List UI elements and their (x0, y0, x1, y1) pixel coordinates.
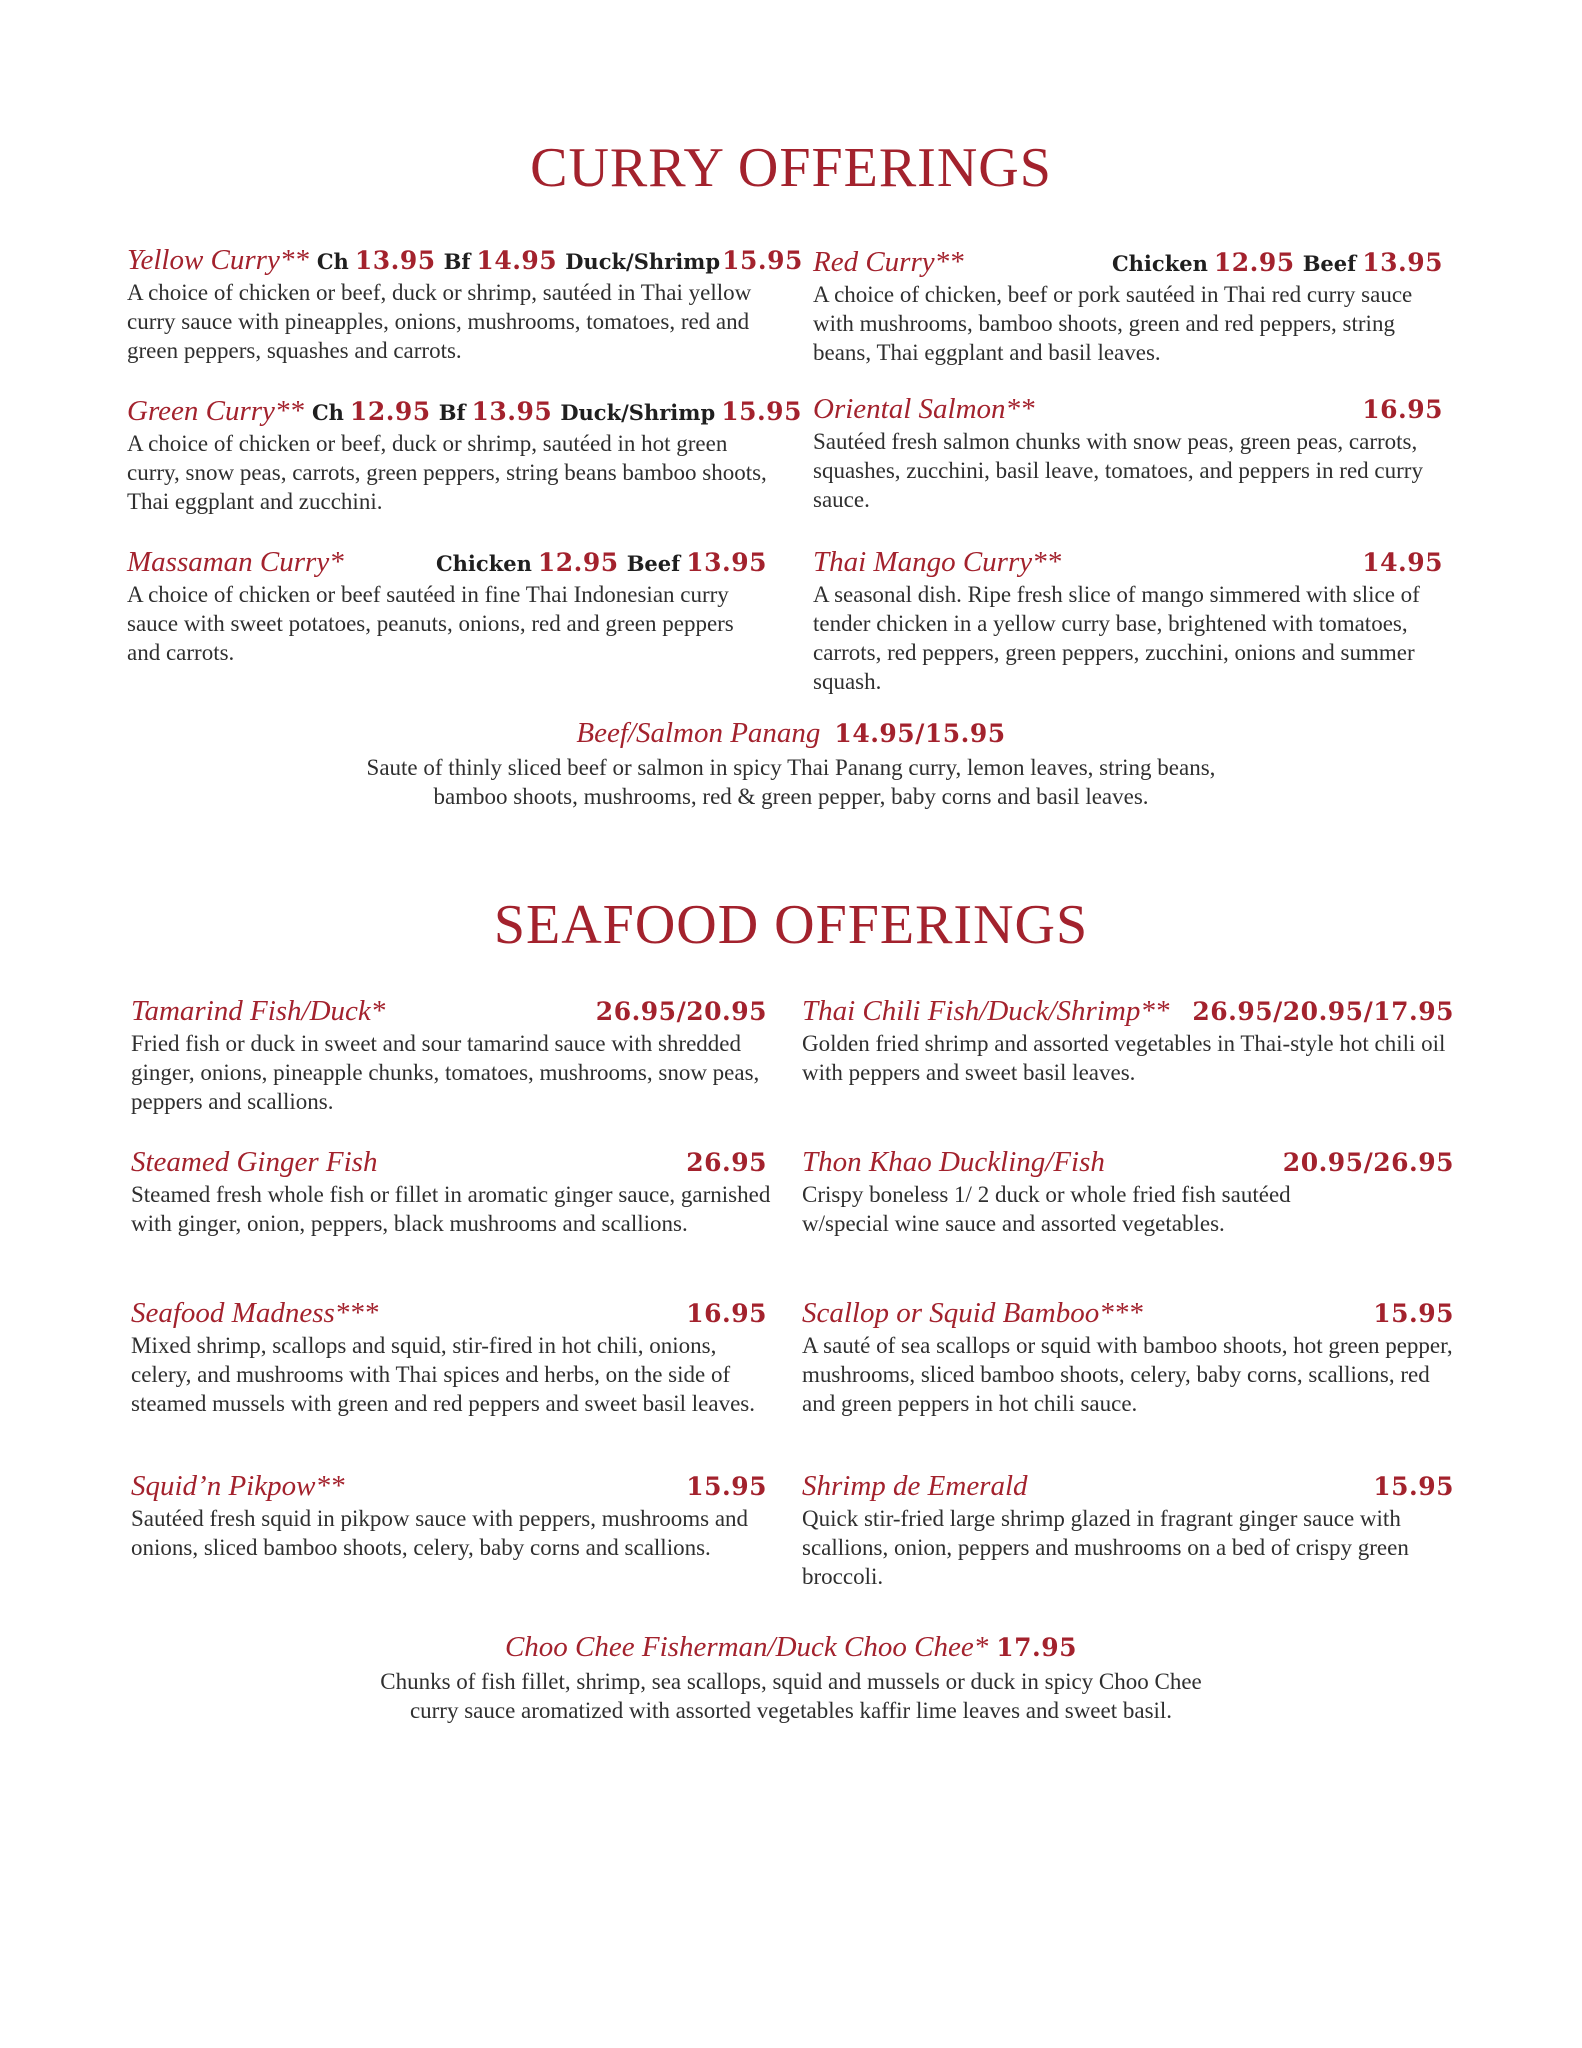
menu-item-seafood-madness (131, 1297, 781, 1418)
price: 13.95 (354, 246, 436, 275)
price: 13.95 (471, 397, 553, 426)
item-name: Yellow Curry** (127, 244, 309, 276)
price: 13.95 (686, 548, 767, 577)
item-description: Quick stir-fried large shrimp glazed in fragrant ginger sauce with scallions, onion, peppers and mushrooms on a bed of crispy green broccoli. (802, 1506, 1409, 1589)
price: 13.95 (1362, 248, 1443, 277)
menu-item-yellow-curry (127, 244, 803, 365)
item-description: Crispy boneless 1/ 2 duck or whole fried fish sautéed w/special wine sauce and assorted vegetables. (802, 1182, 1291, 1236)
price-label: Bf (443, 249, 471, 274)
item-description: Steamed fresh whole fish or fillet in aromatic ginger sauce, garnished with ginger, onion, peppers, black mushrooms and scallions. (131, 1182, 771, 1236)
menu-item-scallop-squid-bamboo (802, 1297, 1462, 1418)
item-name: Massaman Curry* (127, 546, 344, 578)
menu-item-squid-pikpow (131, 1470, 771, 1562)
price: 12.95 (1213, 248, 1295, 277)
price: 16.95 (1362, 395, 1443, 424)
menu-item-shrimp-de-emerald (802, 1470, 1458, 1591)
item-description: A sauté of sea scallops or squid with bamboo shoots, hot green pepper, mushrooms, sliced bamboo shoots, celery, baby corns, scallions, red and green peppers in hot chili sauce. (802, 1333, 1453, 1416)
price-label: Duck/Shrimp (560, 400, 716, 425)
price-label: Chicken (435, 551, 532, 576)
item-name: Red Curry** (813, 246, 964, 278)
item-name: Tamarind Fish/Duck* (131, 995, 386, 1027)
item-name: Thai Chili Fish/Duck/Shrimp** (802, 995, 1170, 1027)
price: 12.95 (349, 397, 431, 426)
price-label: Ch (316, 249, 349, 274)
item-name: Seafood Madness*** (131, 1297, 379, 1329)
item-description-line: curry sauce aromatized with assorted vegetables kaffir lime leaves and sweet basil. (409, 1698, 1173, 1723)
item-name: Shrimp de Emerald (802, 1470, 1028, 1502)
item-name: Oriental Salmon** (813, 393, 1035, 425)
item-description: Sautéed fresh salmon chunks with snow peas, green peas, carrots, squashes, zucchini, basil leave, tomatoes, and peppers in red curry sauce. (813, 429, 1423, 512)
menu-item-thai-chili (802, 995, 1458, 1087)
item-name: Thon Khao Duckling/Fish (802, 1146, 1105, 1178)
item-name: Thai Mango Curry** (813, 546, 1062, 578)
item-description: A seasonal dish. Ripe fresh slice of mango simmered with slice of tender chicken in a yellow curry base, brightened with tomatoes, carrots, red peppers, green peppers, zucchini, onions and summer squash. (813, 582, 1420, 694)
price: 26.95/20.95 (595, 997, 767, 1026)
item-description-line: Chunks of fish fillet, shrimp, sea scallops, squid and mussels or duck in spicy Choo Chee (380, 1669, 1202, 1694)
menu-item-thon-khao (802, 1146, 1458, 1238)
price: 15.95 (722, 246, 803, 275)
menu-item-thai-mango-curry (813, 546, 1463, 696)
menu-item-choo-chee (200, 1631, 1382, 1725)
price: 16.95 (686, 1299, 767, 1328)
item-description: Golden fried shrimp and assorted vegetables in Thai-style hot chili oil with peppers and sweet basil leaves. (802, 1031, 1446, 1085)
price-label: Beef (1302, 251, 1357, 276)
item-description: A choice of chicken or beef, duck or shrimp, sautéed in hot green curry, snow peas, carrots, green peppers, string beans bamboo shoots, Thai eggplant and zucchini. (127, 431, 767, 514)
item-name: Choo Chee Fisherman/Duck Choo Chee* (504, 1631, 989, 1663)
price: 20.95/26.95 (1282, 1148, 1454, 1177)
item-description-line: Saute of thinly sliced beef or salmon in spicy Thai Panang curry, lemon leaves, string beans, (366, 755, 1216, 780)
seafood-section-title: SEAFOOD OFFERINGS (493, 894, 1089, 956)
price: 15.95 (1373, 1472, 1454, 1501)
item-name: Scallop or Squid Bamboo*** (802, 1297, 1143, 1329)
price: 26.95/20.95/17.95 (1192, 997, 1454, 1026)
price: 15.95 (721, 397, 802, 426)
item-description: Sautéed fresh squid in pikpow sauce with peppers, mushrooms and onions, sliced bamboo shoots, celery, baby corns and scallions. (131, 1506, 749, 1560)
price: 14.95 (476, 246, 558, 275)
price: 17.95 (996, 1633, 1078, 1662)
price-label: Chicken (1111, 251, 1208, 276)
price: 15.95 (1373, 1299, 1454, 1328)
price-label: Duck/Shrimp (565, 249, 721, 274)
menu-item-tamarind-fish-duck (131, 995, 771, 1116)
curry-section-title: CURRY OFFERINGS (530, 137, 1052, 199)
price: 26.95 (686, 1148, 767, 1177)
menu-item-massaman-curry (127, 546, 777, 667)
item-name: Squid’n Pikpow** (131, 1470, 345, 1502)
item-description: A choice of chicken, beef or pork sautéed in Thai red curry sauce with mushrooms, bamboo shoots, green and red peppers, string beans, Thai eggplant and basil leaves. (813, 282, 1413, 365)
menu-item-beef-salmon-panang (200, 717, 1382, 811)
item-description: Mixed shrimp, scallops and squid, stir-fired in hot chili, onions, celery, and mushrooms with Thai spices and herbs, on the side of steamed mussels with green and red peppers and sweet basil leaves. (131, 1333, 755, 1416)
menu-item-green-curry (127, 395, 802, 516)
item-name: Green Curry** (127, 395, 304, 427)
price: 14.95 (1362, 548, 1443, 577)
item-description: Fried fish or duck in sweet and sour tamarind sauce with shredded ginger, onions, pineapple chunks, tomatoes, mushrooms, snow peas, peppers and scallions. (131, 1031, 760, 1114)
item-description-line: bamboo shoots, mushrooms, red & green pepper, baby corns and basil leaves. (433, 784, 1149, 809)
price: 14.95/15.95 (834, 719, 1006, 748)
price-label: Bf (438, 400, 466, 425)
price-label: Beef (626, 551, 681, 576)
menu-item-oriental-salmon (813, 393, 1463, 514)
price: 12.95 (537, 548, 619, 577)
price-label: Ch (311, 400, 344, 425)
item-name: Steamed Ginger Fish (131, 1146, 378, 1178)
menu-item-red-curry (813, 246, 1449, 367)
item-description: A choice of chicken or beef sautéed in fine Thai Indonesian curry sauce with sweet potatoes, peanuts, onions, red and green peppers and carrots. (127, 582, 734, 665)
item-name: Beef/Salmon Panang (576, 717, 821, 749)
item-description: A choice of chicken or beef, duck or shrimp, sautéed in Thai yellow curry sauce with pineapples, onions, mushrooms, tomatoes, red and green peppers, squashes and carrots. (127, 280, 752, 363)
menu-item-steamed-ginger-fish (131, 1146, 781, 1238)
price: 15.95 (686, 1472, 767, 1501)
